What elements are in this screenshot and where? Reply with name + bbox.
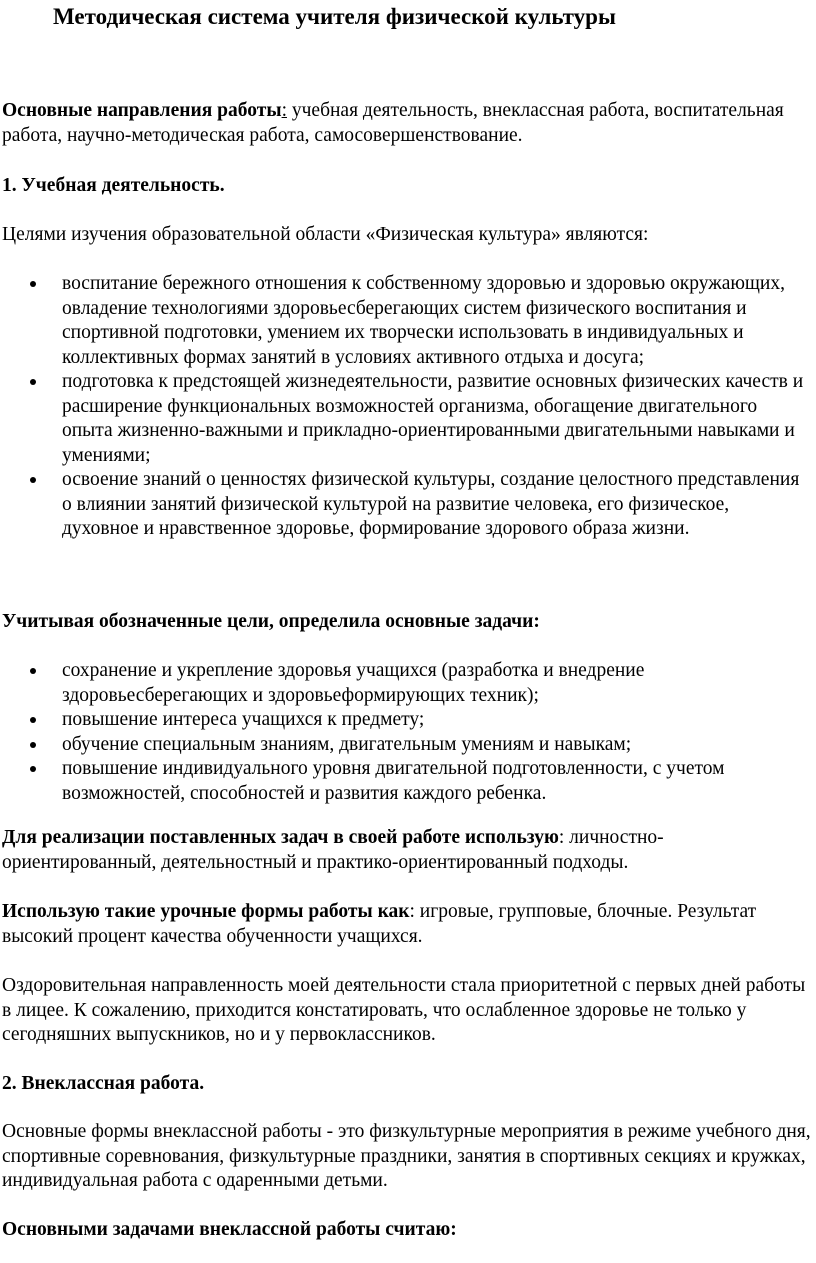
list-item: подготовка к предстоящей жизнедеятельности, развитие основных физических качеств и расширение функциональных возможностей организма, обогащение двигательного опыта жизненно-важными и прикладно-ориентированными двигательными навыками и умениями; [0,370,810,468]
tasks-list [0,659,810,806]
extracurricular-paragraph: Основные формы внеклассной работы - это физкультурные мероприятия в режиме учебного дня, спортивные соревнования, физкультурные праздники, занятия в спортивных секциях и кружках, индивидуальная работа с одаренными детьми. [2,1121,811,1191]
bullet-icon [30,717,36,723]
list-item: повышение интереса учащихся к предмету; [0,708,810,733]
list-item: сохранение и укрепление здоровья учащихся (разработка и внедрение здоровьесберегающих и здоровьеформирующих техник); [0,659,810,708]
bullet-icon [30,477,36,483]
list-item: обучение специальным знаниям, двигательным умениям и навыкам; [0,733,810,758]
directions-colon: : [281,100,287,121]
forms-text: : игровые, групповые, блочные. Результат высокий процент качества обученности учащихся. [2,901,757,947]
forms-label: Использую такие урочные формы работы как [2,901,410,922]
goals-list [0,272,810,542]
bullet-icon [30,281,36,287]
list-item: повышение индивидуального уровня двигательной подготовленности, с учетом возможностей, способностей и развития каждого ребенка. [0,757,810,806]
page-title: Методическая система учителя физической культуры [53,4,616,29]
extracurricular-tasks-heading: Основными задачами внеклассной работы считаю: [2,1219,457,1240]
list-item: воспитание бережного отношения к собственному здоровью и здоровью окружающих, овладение технологиями здоровьесберегающих систем физического воспитания и спортивной подготовки, умением их творчески использовать в индивидуальных и коллективных формах занятий в условиях активного отдыха и досуга; [0,272,810,370]
directions-text: учебная деятельность, внеклассная работа, воспитательная работа, научно-методическая работа, самосовершенствование. [2,100,784,146]
health-paragraph: Оздоровительная направленность моей деятельности стала приоритетной с первых дней работы в лицее. К сожалению, приходится констатировать, что ослабленное здоровье не только у сегодняшних выпускников, но и у первоклассников. [2,975,806,1045]
directions-label: Основные направления работы [2,100,282,121]
list-item: освоение знаний о ценностях физической культуры, создание целостного представления о влиянии занятий физической культурой на развитие человека, его физическое, духовное и нравственное здоровье, формирование здорового образа жизни. [0,468,810,542]
section2-heading: 2. Внеклассная работа. [2,1073,205,1094]
goals-intro: Целями изучения образовательной области «Физическая культура» являются: [2,224,649,245]
bullet-icon [30,668,36,674]
directions-paragraph [2,99,814,148]
forms-paragraph [2,900,814,949]
approaches-paragraph [2,826,814,875]
tasks-heading: Учитывая обозначенные цели, определила основные задачи: [2,611,540,632]
approaches-label: Для реализации поставленных задач в своей работе использую [2,827,559,848]
bullet-icon [30,766,36,772]
bullet-icon [30,379,36,385]
section1-heading: 1. Учебная деятельность. [2,175,225,196]
bullet-icon [30,742,36,748]
approaches-text: : личностно-ориентированный, деятельностный и практико-ориентированный подходы. [2,827,664,873]
